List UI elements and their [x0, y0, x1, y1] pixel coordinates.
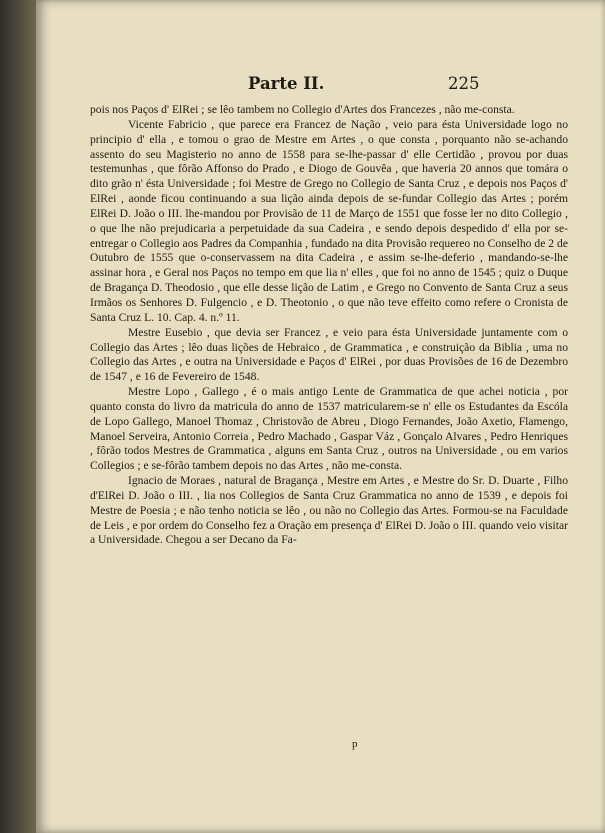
book-page — [36, 0, 605, 833]
paragraph-continuation: pois nos Paços d' ElRei ; se lêo tambem no Collegio d'Artes dos Francezes , não me-consta. — [90, 103, 515, 116]
page-number: 225 — [448, 74, 480, 93]
paragraph-ignacio-de-moraes: Ignacio de Moraes , natural de Bragança , Mestre em Artes , e Mestre do Sr. D. Duarte , Filho d'ElRei D. João o III. , lia nos Collegios de Santa Cruz Grammatica no anno de 1539 , e depois foi Mestre de Poesia ; e não tenho noticia se lêo , ou não no Collegio das Artes. Formou-se na Faculdade de Leis , e por ordem do Conselho fez a Oração em presença d' ElRei D. João o III. quando veio visitar a Universidade. Chegou a ser Decano da Fa- — [90, 474, 568, 547]
paragraph-mestre-lopo: Mestre Lopo , Gallego , é o mais antigo Lente de Grammatica de que achei noticia , por quanto consta do livro da matricula do anno de 1537 matricularem-se n' elle os Estudantes da Escóla de Lopo Gallego, Manoel Thomaz , Christovão de Abreu , Diogo Fernandes, João Axetio, Flamengo, Manoel Serveira, Antonio Correia , Pedro Machado , Gaspar Váz , Gonçalo Alvares , Pedro Henriques , fôrão todos Mestres de Grammatica , alguns em Santa Cruz , outros na Universidade , ou em varios Collegios ; e se-fôrão tambem depois no das Artes , não me-consta. — [90, 385, 568, 473]
running-title: Parte II. — [248, 74, 325, 93]
page-header — [36, 74, 605, 98]
body-text — [90, 103, 568, 548]
book-gutter — [0, 0, 36, 833]
paragraph-mestre-eusebio: Mestre Eusebio , que devia ser Francez , e veio para ésta Universidade juntamente com o Collegio das Artes ; lêo duas lições de Hebraico , de Grammatica , e construição da Biblia , uma no Collegio das Artes , e outra na Universidade e Paços d' ElRei , por duas Provisões de 16 de Dezembro de 1547 , e 16 de Fevereiro de 1548. — [90, 325, 568, 384]
catchword: p — [352, 738, 358, 750]
paragraph-vicente-fabricio: Vicente Fabricio , que parece era Francez de Nação , veio para ésta Universidade logo no principio d' ella , e tomou o grao de Mestre em Artes , o que consta , porquanto não se-achando assento do seu Magisterio no anno de 1558 para se-lhe-passar d' elle Certidão , provou por duas testemunhas , que fôrão Affonso do Prado , e Diogo de Gouvêa , que haveria 20 annos que tomára o dito grão n' ésta Universidade ; foi Mestre de Grego no Collegio de Santa Cruz , e depois nos Paços d' ElRei , aonde ficou continuando a sua lição ainda depois de se-fundar Collegio das Artes ; porém ElRei D. João o III. lhe-mandou por Provisão de 11 de Março de 1551 que fosse ler no dito Collegio , o que lhe não prejudicaria a perpetuidade da sua Cadeira , e sendo depois despedido d' ella por se-entregar o Collegio aos Padres da Companhia , fundado na dita Provisão requereo no Conselho de 2 de Outubro de 1555 que o-conservassem na dita Cadeira , e assim se-lhe-deferio , mandando-se-lhe assinar hora , e Geral nos Paços no tempo em que lia n' elles , que foi no anno de 1545 ; quiz o Duque de Bragança D. Theodosio , que elle desse lição de Latim , e Grego no Convento de Santa Cruz a seus Irmãos os Senhores D. Fulgencio , e D. Theotonio , o que não teve effeito como refere o Cronista de Santa Cruz L. 10. Cap. 4. n.º 11. — [90, 117, 568, 324]
